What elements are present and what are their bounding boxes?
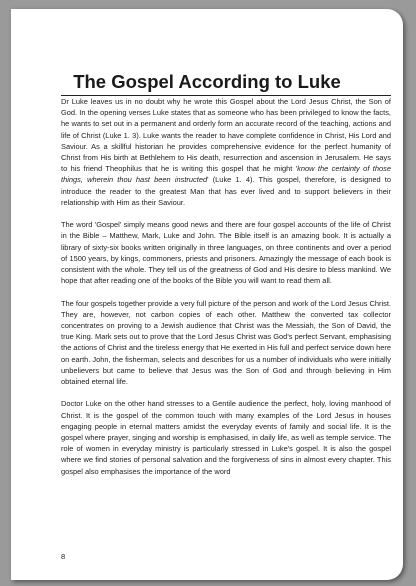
paragraph-gospel-meaning: The word 'Gospel' simply means good news and there are four gospel accounts of the life of Christ in the Bible – Matthew, Mark, Luke and John. The Bible itself is an amazing book. It is actually a library of sixty-six books written originally in three languages, on three continents and over a period of 1500 years, by kings, commoners, priests and prisoners. Amazingly the message of each book is consistent with the whole. They tell us of the greatness of God and His desire to bless mankind. We hope that after reading one of the books of the Bible you will want to read them all. xyxy=(61,220,391,286)
page-title: The Gospel According to Luke xyxy=(73,71,341,92)
page-number: 8 xyxy=(61,552,66,561)
paragraph-intro-part-b: ' (Luke 1. 4). This gospel, therefore, is designed to introduce the reader to the greatest Man that has ever lived and to support believers in their relationship with Him as their Saviour. xyxy=(61,175,391,207)
scripture-quote: know the certainty of those things, wherein thou hast been instructed xyxy=(61,164,391,185)
body-text xyxy=(61,96,391,477)
paragraph-four-gospels: The four gospels together provide a very full picture of the person and work of the Lord Jesus Christ. They are, however, not carbon copies of each other. Matthew the converted tax collector concentrates on proving to a Jewish audience that Christ was the Messiah, the Son of David, the true King. Mark sets out to prove that the Lord Jesus Christ was God's perfect Servant, emphasising the actions of Christ and the tireless energy that He exerted in His full and perfect service down here on earth. John, the fisherman, selects and describes for us a number of individuals who were initially unbelievers but came to believe that Jesus was the Son of God and through believing in Him obtained eternal life. xyxy=(61,298,391,387)
paragraph-intro xyxy=(61,96,391,208)
paragraph-luke-emphasis: Doctor Luke on the other hand stresses to a Gentile audience the perfect, holy, loving manhood of Christ. It is the gospel of the common touch with many examples of the Lord Jesus in houses engaging people in eternal matters amidst the everyday events of family and social life. It is the gospel where prayer, singing and worship is emphasised, in daily life, as well as temple service. The role of women in everyday ministry is particularly stressed in Luke's gospel. It is also the gospel where we find stories of personal salvation and the forgiveness of sins in almost every chapter. This gospel also emphasises the importance of the word xyxy=(61,399,391,476)
paragraph-intro-part-a: Dr Luke leaves us in no doubt why he wrote this Gospel about the Lord Jesus Christ, the Son of God. In the opening verses Luke states that as someone who has been privileged to know the facts, he wants to set out in a permanent and orderly form an accurate record of the teaching, actions and life of Christ (Luke 1. 3). Luke wants the reader to have complete confidence in Christ, His Lord and Saviour. As a skillful historian he provides comprehensive evidence for the perfect humanity of Christ from His birth at Bethlehem to His death, resurrection and ascension in Jerusalem. He says to his friend Theophilus that he is writing this gospel that he might ' xyxy=(61,97,391,174)
book-page xyxy=(11,9,403,580)
